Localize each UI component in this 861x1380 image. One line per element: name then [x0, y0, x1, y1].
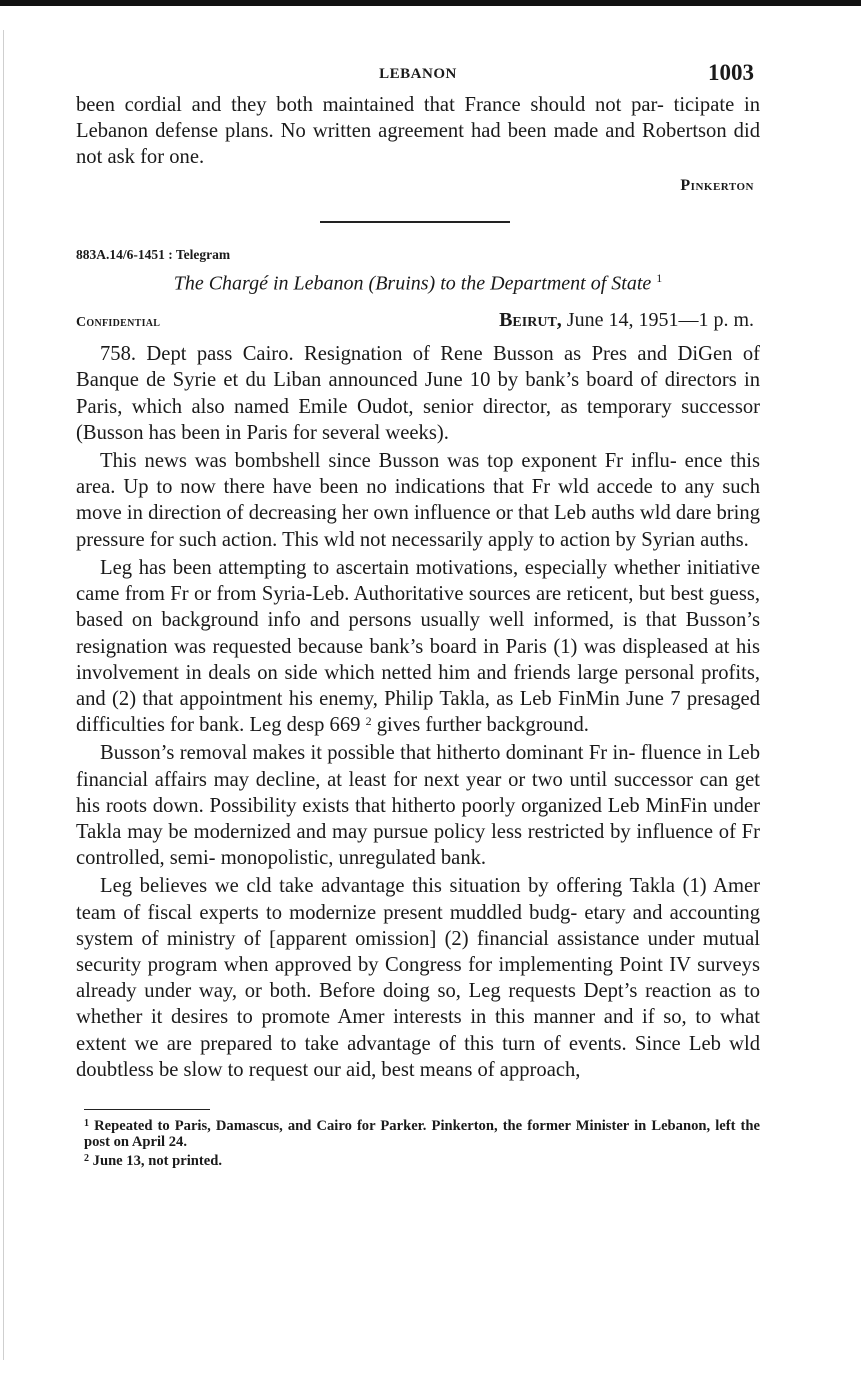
page-top-edge	[0, 0, 861, 6]
page-number: 1003	[708, 60, 754, 85]
document-heading	[76, 271, 760, 296]
place: Beirut,	[499, 309, 562, 332]
signature: Pinkerton	[680, 176, 754, 194]
paragraph-2: This news was bombshell since Busson was top exponent Fr influ- ence this area. Up to now there have been no indications that Fr wld accede to any such move in direction of decreasing her own influence or that Leb auths wld dare bring pressure for such action. This wld not necessarily apply to action by Syrian auths.	[76, 450, 760, 551]
heading-footnote-mark: 1	[656, 270, 663, 285]
footnote-divider	[84, 1109, 210, 1110]
document-page	[76, 58, 760, 1169]
carryover-paragraph: been cordial and they both maintained that France should not par- ticipate in Lebanon defense plans. No written agreement had been made and Robertson did not ask for one.	[76, 94, 760, 169]
paragraph-5: Leg believes we cld take advantage this situation by offering Takla (1) Amer team of fiscal experts to modernize present muddled budg- etary and accounting system of ministry of [apparent omission] (2) financial assistance under mutual security program when approved by Congress for implementing Point IV surveys already under way, or both. Before doing so, Leg requests Dept’s reaction as to whether it desires to promote Amer interests in this manner and if so, to what extent we are prepared to take advantage of this turn of events. Since Leb wld doubtless be slow to request our aid, best means of approach,	[76, 875, 760, 1081]
paragraph-3	[76, 555, 760, 738]
inline-footnote-mark: 2	[365, 714, 372, 729]
paragraph-1: 758. Dept pass Cairo. Resignation of Rene Busson as Pres and DiGen of Banque de Syrie et du Liban announced June 10 by bank’s board of directors in Paris, which also named Emile Oudot, senior director, as temporary successor (Busson has been in Paris for several weeks).	[76, 343, 760, 444]
file-reference: 883A.14/6-1451 : Telegram	[76, 246, 231, 262]
footnote-2	[84, 1151, 760, 1170]
document-heading-text: The Chargé in Lebanon (Bruins) to the Department of State	[173, 272, 652, 295]
dateline	[76, 309, 760, 337]
footnote-2-mark: 2	[84, 1152, 89, 1164]
date: June 14, 1951—1 p. m.	[566, 309, 754, 332]
footnote-2-text: June 13, not printed.	[92, 1152, 222, 1169]
footnote-1-text: Repeated to Paris, Damascus, and Cairo for Parker. Pinkerton, the former Minister in Lebanon, left the post on April 24.	[84, 1117, 760, 1151]
running-head	[76, 58, 760, 92]
paragraph-4: Busson’s removal makes it possible that hitherto dominant Fr in- fluence in Leb financial affairs may decline, at least for next year or two until successor can get his roots down. Possibility exists that hitherto poorly organized Leb MinFin under Takla may be modernized and may pursue policy less restricted by influence of Fr controlled, semi- monopolistic, unregulated bank.	[76, 742, 760, 870]
paragraph-3-tail: gives further background.	[376, 714, 589, 737]
classification: Confidential	[76, 315, 161, 331]
footnote-1	[84, 1116, 760, 1151]
running-head-title: LEBANON	[379, 66, 457, 82]
section-divider	[320, 221, 510, 223]
paragraph-3-text: Leg has been attempting to ascertain motivations, especially whether initiative came from Fr or from Syria-Leb. Authoritative sources are reticent, but best guess, based on background info and persons usually well informed, is that Busson’s resignation was requested because bank’s board in Paris (1) was displeased at his involvement in deals on side which netted him and friends large personal profits, and (2) that appointment his enemy, Philip Takla, as Leb FinMin June 7 presaged difficulties for bank. Leg desp 669	[76, 556, 760, 737]
page-left-edge	[3, 30, 4, 1360]
footnote-1-mark: 1	[84, 1117, 89, 1129]
place-date	[499, 309, 754, 332]
